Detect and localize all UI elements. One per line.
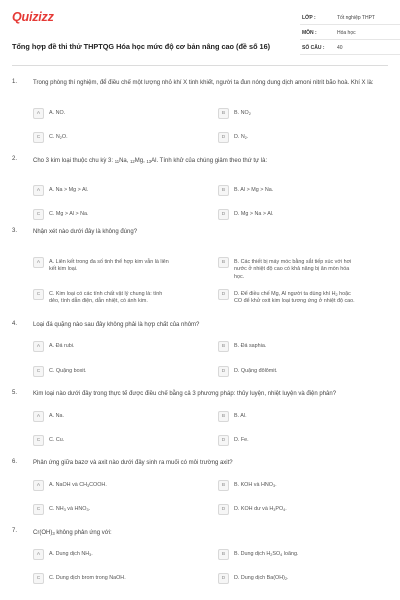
- question-number: 4.: [12, 321, 18, 327]
- question-number: 3.: [12, 228, 18, 234]
- option-letter-box: C: [33, 289, 44, 300]
- option-text: D. Để điều chế Mg, Al người ta dùng khí $H_2$ hoặc CO để khử oxit kim loại tương ứng ở nhiệt độ cao.: [234, 290, 355, 304]
- question-text: $Cr(OH)_3$ không phản ứng với:: [33, 530, 112, 537]
- option-text: D. Dung dịch $Ba(OH)_2$.: [234, 574, 289, 581]
- question-text: Cho 3 kim loại thuộc chu kỳ 3: $_{11}$Na, $_{12}$Mg, $_{13}$Al. Tính khử của chúng giảm theo thứ tự là:: [33, 158, 268, 165]
- meta-row-question-count: [300, 40, 400, 55]
- meta-label: LỚP :: [302, 15, 316, 21]
- option-text: C. Dung dịch brom trong NaOH.: [49, 574, 126, 581]
- option-letter-box: D: [218, 573, 229, 584]
- option-text: A. Na.: [49, 412, 64, 419]
- quizizz-logo: Quizizz: [12, 10, 54, 24]
- option-letter-box: C: [33, 366, 44, 377]
- option-letter-box: B: [218, 549, 229, 560]
- option-letter-box: A: [33, 341, 44, 352]
- question-text: Loại đá quặng nào sau đây không phải là hợp chất của nhôm?: [33, 322, 200, 328]
- option-letter-box: A: [33, 257, 44, 268]
- option-letter-box: C: [33, 573, 44, 584]
- worksheet-title: Tổng hợp đề thi thử THPTQG Hóa học mức độ cơ bản nâng cao (đề số 16): [12, 42, 271, 51]
- option-text: D. Fe.: [234, 436, 249, 443]
- option-letter-box: D: [218, 209, 229, 220]
- option-text: C. Kim loại có các tính chất vật lý chung là: tính dẻo, tính dẫn điện, dẫn nhiệt, có ánh kim.: [49, 290, 163, 304]
- option-text: C. $N_2O$.: [49, 133, 68, 140]
- question-text: Trong phòng thí nghiệm, để điều chế một lượng nhỏ khí X tinh khiết, người ta đun nóng dung dịch amoni nitrit bão hoà. Khí X là:: [33, 80, 374, 86]
- question-number: 6.: [12, 459, 18, 465]
- option-text: B. Các thiết bị máy móc bằng sắt tiếp xúc với hơi nước ở nhiệt độ cao có khả năng bị ăn mòn hóa học.: [234, 258, 352, 280]
- option-letter-box: A: [33, 411, 44, 422]
- worksheet-header: [12, 10, 388, 62]
- option-text: A. NaOH và $CH_3COOH$.: [49, 481, 107, 488]
- option-text: B. Dung dịch $H_2SO_4$ loãng.: [234, 550, 299, 557]
- meta-label: SỐ CÂU :: [302, 45, 325, 51]
- meta-row-subject: [300, 25, 400, 40]
- option-letter-box: D: [218, 132, 229, 143]
- question-text: Phản ứng giữa bazơ và axit nào dưới đây sinh ra muối có môi trường axit?: [33, 460, 233, 466]
- option-text: C. Cu.: [49, 436, 65, 443]
- option-letter-box: B: [218, 108, 229, 119]
- option-text: D. KOH dư và $H_3PO_4$.: [234, 505, 287, 512]
- option-text: A. Dung dịch $NH_3$.: [49, 550, 93, 557]
- option-text: C. Mg > Al > Na.: [49, 210, 89, 217]
- option-text: D. Mg > Na > Al.: [234, 210, 274, 217]
- option-text: B. Đá saphia.: [234, 342, 267, 349]
- option-letter-box: C: [33, 504, 44, 515]
- option-text: A. Liên kết trong đa số tinh thể hợp kim vẫn là liên kết kim loại.: [49, 258, 169, 272]
- option-letter-box: B: [218, 411, 229, 422]
- option-text: C. Quặng boxit.: [49, 367, 87, 374]
- question-number: 7.: [12, 528, 18, 534]
- question-number: 2.: [12, 156, 18, 162]
- option-letter-box: B: [218, 257, 229, 268]
- option-letter-box: B: [218, 185, 229, 196]
- option-text: B. Al.: [234, 412, 247, 419]
- option-text: B. KOH và $HNO_3$.: [234, 481, 277, 488]
- meta-row-class: [300, 10, 400, 25]
- option-text: B. Al > Mg > Na.: [234, 186, 274, 193]
- option-text: D. $N_2$.: [234, 133, 249, 140]
- option-letter-box: B: [218, 341, 229, 352]
- option-letter-box: C: [33, 209, 44, 220]
- option-letter-box: A: [33, 549, 44, 560]
- worksheet-meta: [300, 10, 400, 55]
- option-letter-box: C: [33, 132, 44, 143]
- header-divider: [12, 65, 388, 66]
- option-text: D. Quặng đôlômit.: [234, 367, 278, 374]
- question-number: 1.: [12, 79, 18, 85]
- option-letter-box: A: [33, 108, 44, 119]
- option-text: C. $NH_3$ và $HNO_3$.: [49, 505, 91, 512]
- option-letter-box: D: [218, 504, 229, 515]
- meta-value: Hóa học: [337, 30, 356, 36]
- option-letter-box: D: [218, 366, 229, 377]
- option-letter-box: D: [218, 289, 229, 300]
- option-letter-box: A: [33, 185, 44, 196]
- option-letter-box: B: [218, 480, 229, 491]
- option-text: A. Đá rubi.: [49, 342, 75, 349]
- option-text: A. NO.: [49, 109, 66, 116]
- option-letter-box: C: [33, 435, 44, 446]
- question-text: Kim loại nào dưới đây trong thực tế được điều chế bằng cả 3 phương pháp: thủy luyện, nhiệt luyện và điện phân?: [33, 391, 337, 397]
- meta-value: 40: [337, 45, 343, 51]
- meta-value: Tốt nghiệp THPT: [337, 15, 375, 21]
- option-letter-box: A: [33, 480, 44, 491]
- option-text: B. $NO_2$: [234, 109, 251, 116]
- option-letter-box: D: [218, 435, 229, 446]
- question-number: 5.: [12, 390, 18, 396]
- question-text: Nhận xét nào dưới đây là không đúng?: [33, 229, 138, 235]
- meta-label: MÔN :: [302, 30, 317, 36]
- option-text: A. Na > Mg > Al.: [49, 186, 89, 193]
